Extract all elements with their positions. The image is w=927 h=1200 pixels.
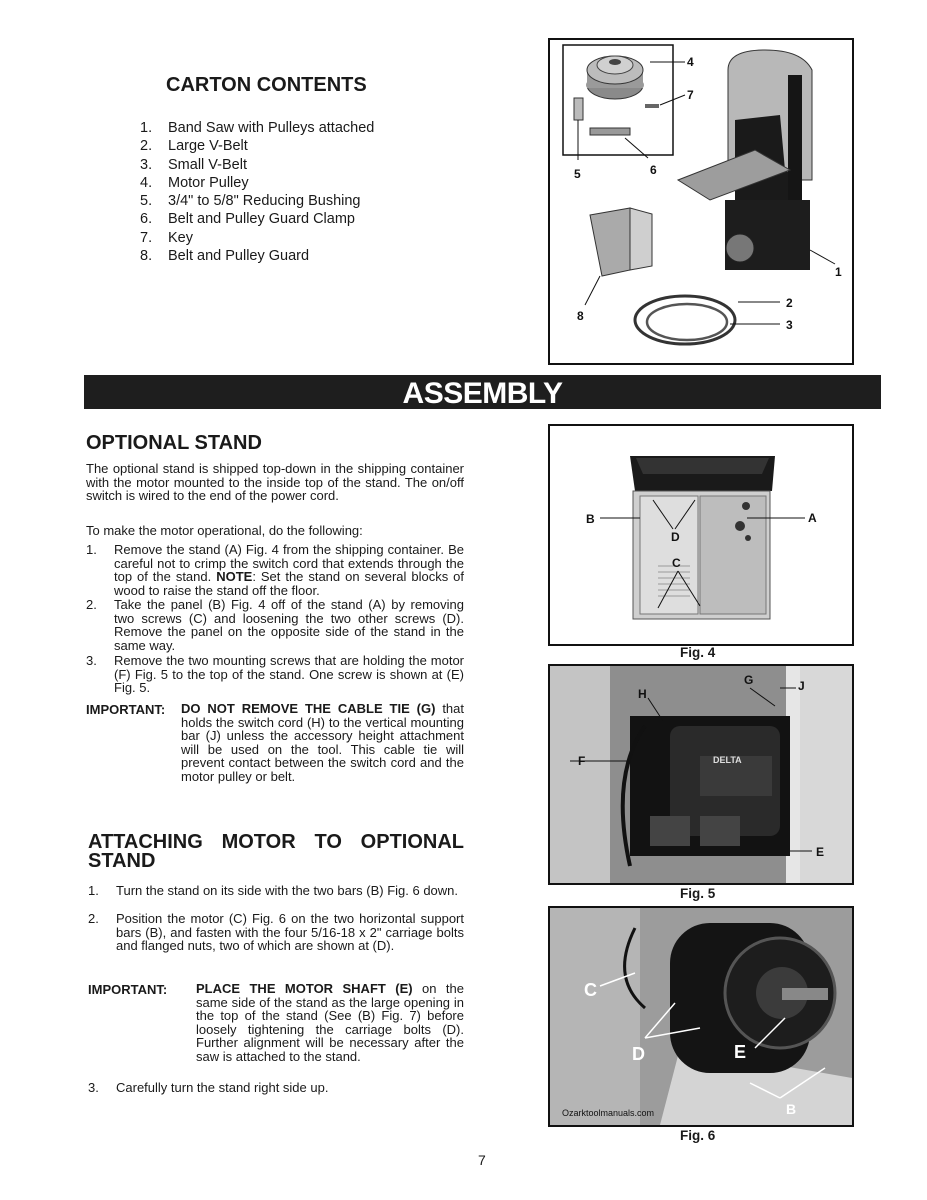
figure-label: H — [638, 687, 647, 701]
attaching-motor-heading: ATTACHING MOTOR TO OPTIONAL STAND — [88, 831, 464, 872]
important-label: IMPORTANT: — [88, 982, 168, 997]
figure-label: C — [584, 980, 597, 1000]
figure-label: J — [798, 679, 805, 693]
figure-label: 2 — [786, 296, 793, 310]
figure-caption: Fig. 5 — [680, 886, 716, 901]
figure-label: D — [632, 1044, 645, 1064]
page-number: 7 — [478, 1152, 486, 1168]
list-item: 1. Band Saw with Pulleys attached — [140, 120, 375, 136]
figure-label: E — [816, 845, 825, 859]
brand-label: DELTA — [713, 755, 742, 765]
figure-label: 4 — [687, 55, 694, 69]
figure-label: 1 — [835, 265, 842, 279]
figure-label: 3 — [786, 318, 793, 332]
optional-stand-intro: The optional stand is shipped top-down in the shipping container with the motor mounted to the inside top of the stand. The on/off switch is wired to the end of the power cord. — [86, 461, 464, 504]
important-label: IMPORTANT: — [86, 702, 166, 717]
step-item: 1. Turn the stand on its side with the two bars (B) Fig. 6 down. — [88, 883, 459, 898]
step-item: 3. Carefully turn the stand right side up. — [88, 1080, 329, 1095]
list-item: 6. Belt and Pulley Guard Clamp — [140, 211, 355, 228]
figure-label: B — [586, 512, 595, 526]
figure-caption: Fig. 6 — [680, 1128, 716, 1143]
carton-contents-figure — [548, 38, 854, 365]
figure-label: 8 — [577, 309, 584, 323]
list-item: 7. Key — [140, 229, 193, 246]
figure-label: A — [808, 511, 817, 525]
step-item: 3. Remove the two mounting screws that are holding the motor (F) Fig. 5 to the top of the stand. One screw is shown at (E) Fig. 5. — [86, 653, 464, 696]
figure-label: D — [671, 530, 680, 544]
list-item: 5. 3/4" to 5/8" Reducing Bushing — [140, 193, 361, 210]
figure-label: 7 — [687, 88, 694, 102]
optional-stand-lead: To make the motor operational, do the following: — [86, 523, 363, 538]
list-item: 4. Motor Pulley — [140, 174, 249, 191]
assembly-banner: ASSEMBLY — [84, 375, 881, 409]
figure-5 — [548, 664, 854, 885]
list-item: 2. Large V-Belt — [140, 138, 248, 155]
optional-stand-heading: OPTIONAL STAND — [86, 432, 262, 454]
important-note: DO NOT REMOVE THE CABLE TIE (G) that holds the switch cord (H) to the vertical mounting bar (J) unless the accessory height attachment will be used on the tool. This cable tie will prevent contact between the switch cord and the motor pulley or belt. — [181, 701, 464, 784]
figure-label: E — [734, 1042, 747, 1062]
figure-label: 6 — [650, 163, 657, 177]
step-item: 1. Remove the stand (A) Fig. 4 from the shipping container. Be careful not to crimp the switch cord that extends through the top of the stand. NOTE: Set the stand on several blocks of wood to raise the stand off the floor. — [86, 542, 464, 598]
figure-label: C — [672, 556, 681, 570]
step-item: 2. Take the panel (B) Fig. 4 off of the stand (A) by removing two screws (C) and loosening the two other screws (D). Remove the panel on the opposite side of the stand in the same way. — [86, 597, 464, 653]
figure-label: F — [578, 754, 586, 768]
figure-6 — [548, 906, 854, 1127]
carton-contents-list — [140, 119, 374, 265]
figure-caption: Fig. 4 — [680, 645, 716, 660]
list-item: 3. Small V-Belt — [140, 156, 247, 173]
important-note: PLACE THE MOTOR SHAFT (E) on the same side of the stand as the large opening in the top of the stand (See (B) Fig. 7) before loosely tightening the carriage bolts (D). Further alignment will be necessary after the saw is attached to the stand. — [196, 981, 464, 1064]
figure-label: G — [744, 673, 754, 687]
step-item: 2. Position the motor (C) Fig. 6 on the two horizontal support bars (B), and fasten with the four 5/16-18 x 2" carriage bolts and flanged nuts, two of which are shown at (D). — [88, 911, 464, 954]
figure-label: B — [786, 1101, 797, 1117]
figure-4 — [548, 424, 854, 646]
list-item: 8. Belt and Pulley Guard — [140, 248, 310, 265]
watermark: Ozarktoolmanuals.com — [562, 1108, 655, 1118]
figure-label: 5 — [574, 167, 581, 181]
carton-contents-heading: CARTON CONTENTS — [166, 74, 367, 96]
